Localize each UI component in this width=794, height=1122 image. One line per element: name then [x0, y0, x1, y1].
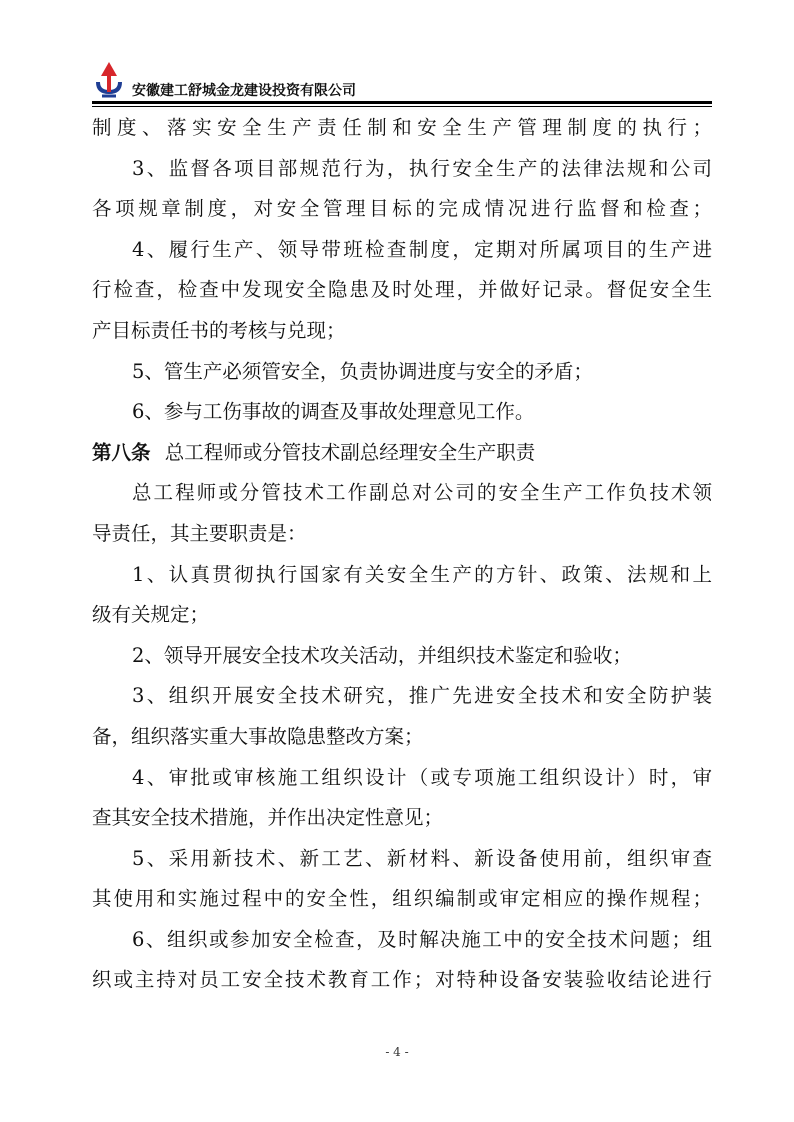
text-line: 4、审批或审核施工组织设计（或专项施工组织设计）时，审: [132, 765, 712, 789]
text-line: 4、履行生产、领导带班检查制度，定期对所属项目的生产进: [132, 237, 712, 261]
text-line: 导责任，其主要职责是：: [92, 521, 307, 545]
company-name: 安徽建工舒城金龙建设投资有限公司: [132, 83, 356, 99]
header-rule-thin: [92, 106, 712, 107]
text-line: 总工程师或分管技术工作副总对公司的安全生产工作负技术领: [132, 481, 712, 505]
text-line: 织或主持对员工安全技术教育工作；对特种设备安装验收结论进行: [92, 968, 712, 992]
text-line: 其使用和实施过程中的安全性，组织编制或审定相应的操作规程；: [92, 887, 712, 911]
text-line: 各项规章制度，对安全管理目标的完成情况进行监督和检查；: [92, 197, 712, 221]
document-body: [92, 108, 712, 1001]
page-number: - 4 -: [385, 1045, 409, 1059]
text-line: 1、认真贯彻执行国家有关安全生产的方针、政策、法规和上: [132, 562, 712, 586]
text-line: 产目标责任书的考核与兑现；: [92, 318, 346, 342]
article-heading: [92, 433, 712, 474]
text-line: 6、组织或参加安全检查，及时解决施工中的安全技术问题；组: [132, 927, 712, 951]
text-line: 级有关规定；: [92, 603, 210, 627]
page-header: [92, 60, 712, 100]
text-line: 5、管生产必须管安全，负责协调进度与安全的矛盾；: [132, 359, 593, 383]
text-line: 制度、落实安全生产责任制和安全生产管理制度的执行；: [92, 116, 712, 139]
article-title: 总工程师或分管技术副总经理安全生产职责: [164, 440, 536, 464]
text-line: 3、组织开展安全技术研究，推广先进安全技术和安全防护装: [132, 684, 712, 708]
company-logo-icon: [92, 60, 126, 100]
header-rule-thick: [92, 101, 712, 104]
text-line: 行检查，检查中发现安全隐患及时处理，并做好记录。督促安全生: [92, 278, 712, 302]
article-number: 第八条: [92, 440, 151, 464]
text-line: 查其安全技术措施，并作出决定性意见；: [92, 806, 444, 830]
text-line: 6、参与工伤事故的调查及事故处理意见工作。: [132, 400, 535, 424]
text-line: 3、监督各项目部规范行为，执行安全生产的法律法规和公司: [132, 156, 712, 180]
text-line: 5、采用新技术、新工艺、新材料、新设备使用前，组织审查: [132, 846, 712, 870]
text-line: 2、领导开展安全技术攻关活动，并组织技术鉴定和验收；: [132, 643, 632, 667]
text-line: 备，组织落实重大事故隐患整改方案；: [92, 724, 424, 748]
